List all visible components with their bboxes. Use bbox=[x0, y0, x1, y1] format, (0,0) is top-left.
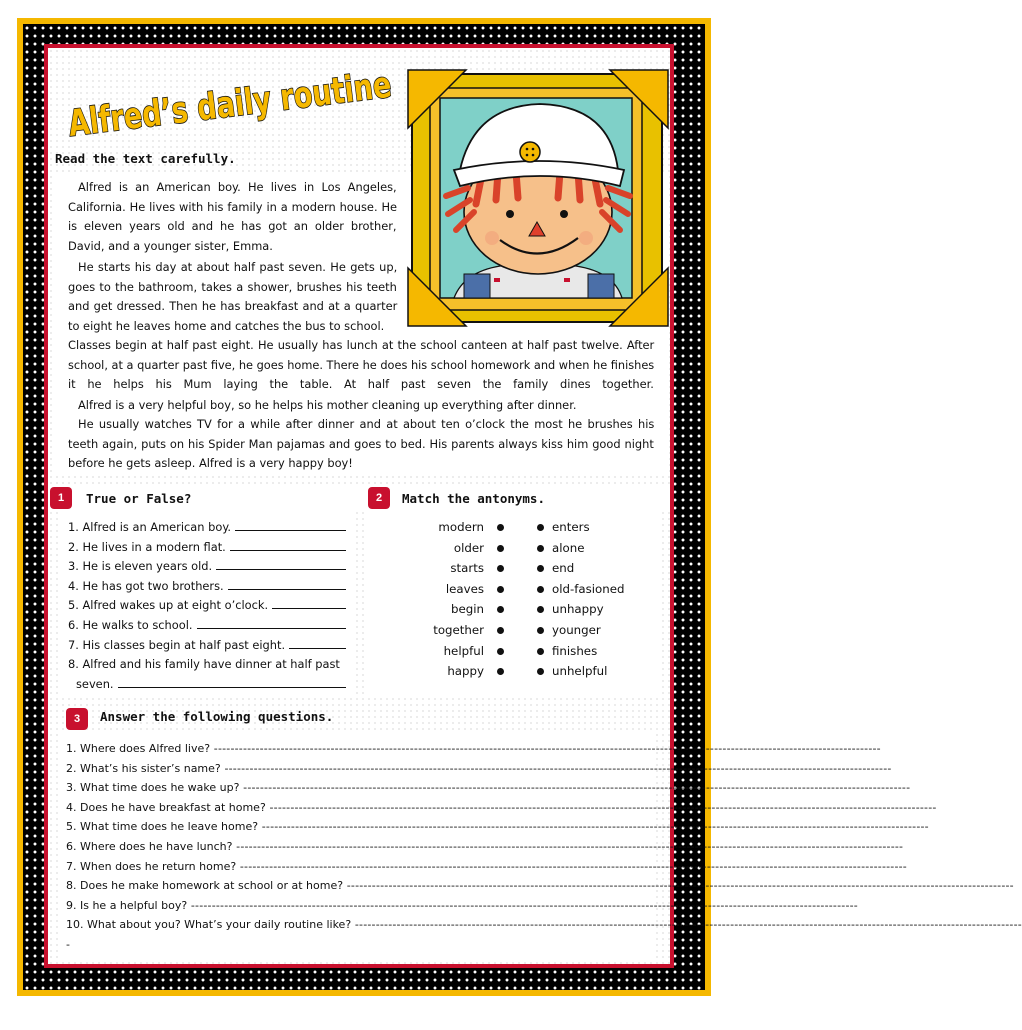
question-row bbox=[66, 840, 904, 853]
question-row bbox=[66, 742, 881, 755]
answer-dash-line[interactable]: ---------------------------------------------------------------------------------------------------------------------------------------------------------------- bbox=[236, 859, 907, 873]
answer-line[interactable] bbox=[272, 598, 346, 609]
answer-line[interactable] bbox=[197, 618, 346, 629]
answer-line[interactable] bbox=[230, 540, 346, 551]
match-dot-right[interactable] bbox=[537, 524, 544, 531]
antonym-left-word: modern bbox=[438, 520, 484, 534]
true-false-item bbox=[68, 638, 346, 652]
true-false-statement: 1. Alfred is an American boy. bbox=[68, 520, 232, 534]
exercise-3-number: 3 bbox=[66, 708, 88, 730]
svg-text:Alfred’s daily routine: Alfred’s daily routine bbox=[66, 51, 498, 145]
antonym-right-word: unhappy bbox=[552, 602, 604, 617]
question-text: 3. What time does he wake up? bbox=[66, 781, 240, 795]
match-dot-left[interactable] bbox=[497, 524, 504, 531]
reading-line: He starts his day at about half past seven. He gets up, bbox=[78, 260, 398, 274]
antonym-right-word: younger bbox=[552, 623, 601, 637]
antonym-left-word: leaves bbox=[445, 581, 484, 596]
answer-dash-line[interactable]: ---------------------------------------------------------------------------------------------------------------------------------------------------------------- bbox=[265, 800, 937, 814]
question-row bbox=[66, 898, 858, 912]
reading-line: school, at a quarter past five, he goes home. There he does his school homework and when he finishes bbox=[68, 357, 655, 372]
true-false-statement: 3. He is eleven years old. bbox=[68, 559, 213, 574]
true-false-statement: 2. He lives in a modern flat. bbox=[68, 539, 226, 554]
true-false-item bbox=[68, 657, 340, 671]
exercise-2-number: 2 bbox=[368, 487, 390, 509]
question-text: 10. What about you? What’s your daily routine like? bbox=[66, 918, 352, 932]
answer-dash-line[interactable]: ---------------------------------------------------------------------------------------------------------------------------------------------------------------- bbox=[232, 840, 904, 853]
worksheet-title bbox=[64, 51, 498, 150]
answer-dash-line[interactable]: ---------------------------------------------------------------------------------------------------------------------------------------------------------------- bbox=[239, 781, 911, 795]
true-false-item bbox=[68, 520, 346, 534]
answer-line[interactable] bbox=[289, 638, 346, 649]
reading-line: to eight he leaves home and catches the bus to school. bbox=[68, 318, 385, 333]
answer-dash-line[interactable]: ---------------------------------------------------------------------------------------------------------------------------------------------------------------- bbox=[187, 898, 858, 912]
reading-line: Alfred is a very helpful boy, so he helps his mother cleaning up everything after dinner. bbox=[78, 398, 577, 412]
exercise-3-title: Answer the following questions. bbox=[100, 709, 334, 724]
question-text: 7. When does he return home? bbox=[66, 859, 237, 873]
true-false-statement: 5. Alfred wakes up at eight o’clock. bbox=[68, 598, 269, 613]
instruction-text: Read the text carefully. bbox=[55, 151, 236, 166]
question-row bbox=[66, 761, 892, 775]
reading-line: before he gets asleep. Alfred is a very happy boy! bbox=[68, 456, 353, 470]
true-false-statement: 6. He walks to school. bbox=[68, 618, 193, 632]
match-dot-right[interactable] bbox=[537, 648, 544, 655]
trailing-dash: - bbox=[66, 938, 70, 951]
reading-line: teeth again, puts on his Spider Man pajamas and goes to bed. His parents always kiss him good night bbox=[68, 436, 654, 451]
antonym-right-word: finishes bbox=[552, 643, 598, 658]
true-false-item bbox=[68, 559, 346, 573]
question-text: 6. Where does he have lunch? bbox=[66, 840, 233, 853]
true-false-item bbox=[76, 677, 346, 691]
match-dot-right[interactable] bbox=[537, 545, 544, 552]
antonym-left-word: helpful bbox=[443, 643, 484, 658]
antonym-left-word: starts bbox=[450, 561, 484, 576]
answer-dash-line[interactable]: ---------------------------------------------------------------------------------------------------------------------------------------------------------------- bbox=[351, 918, 1022, 932]
antonym-right-word: old-fasioned bbox=[552, 581, 625, 596]
true-false-statement: 4. He has got two brothers. bbox=[68, 578, 224, 593]
antonym-left-word: together bbox=[433, 623, 484, 637]
exercise-2-title: Match the antonyms. bbox=[402, 491, 545, 506]
reading-line: Classes begin at half past eight. He usually has lunch at the school canteen at half past twelve. After bbox=[68, 338, 655, 352]
reading-line: is eleven years old and he has got an older brother, bbox=[68, 219, 397, 233]
antonym-left-word: begin bbox=[451, 602, 484, 617]
question-text: 9. Is he a helpful boy? bbox=[66, 898, 188, 912]
answer-dash-line[interactable]: ---------------------------------------------------------------------------------------------------------------------------------------------------------------- bbox=[343, 879, 1014, 893]
true-false-item bbox=[68, 618, 346, 632]
question-row bbox=[66, 859, 907, 873]
question-row bbox=[66, 918, 1022, 932]
match-dot-left[interactable] bbox=[497, 545, 504, 552]
antonym-right-word: alone bbox=[552, 540, 585, 555]
reading-line: California. He lives with his family in a modern house. He bbox=[68, 199, 398, 214]
reading-line: He usually watches TV for a while after dinner and at about ten o’clock the most he brushes his bbox=[78, 417, 655, 431]
question-text: 4. Does he have breakfast at home? bbox=[66, 800, 266, 814]
match-dot-left[interactable] bbox=[497, 586, 504, 593]
answer-line[interactable] bbox=[235, 520, 346, 531]
match-dot-right[interactable] bbox=[537, 627, 544, 634]
antonym-left-word: older bbox=[453, 540, 484, 555]
reading-line: David, and a younger sister, Emma. bbox=[68, 238, 273, 253]
question-text: 5. What time does he leave home? bbox=[66, 820, 259, 834]
antonym-right-word: unhelpful bbox=[552, 664, 608, 679]
antonym-right-word: end bbox=[552, 561, 575, 576]
answer-dash-line[interactable]: ---------------------------------------------------------------------------------------------------------------------------------------------------------------- bbox=[220, 761, 892, 775]
match-dot-left[interactable] bbox=[497, 627, 504, 634]
reading-line: it he helps his Mum laying the table. At half past seven the family dines together. bbox=[68, 377, 654, 391]
question-row bbox=[66, 781, 911, 795]
exercise-1-number: 1 bbox=[50, 487, 72, 509]
answer-line[interactable] bbox=[118, 677, 346, 688]
exercise-1-title: True or False? bbox=[86, 491, 192, 506]
question-text: 1. Where does Alfred live? bbox=[66, 742, 211, 755]
match-dot-left[interactable] bbox=[497, 648, 504, 655]
true-false-item bbox=[68, 540, 346, 554]
question-text: 2. What’s his sister’s name? bbox=[66, 761, 221, 775]
raggedy-boy-picture bbox=[404, 66, 672, 330]
answer-dash-line[interactable]: ---------------------------------------------------------------------------------------------------------------------------------------------------------------- bbox=[210, 742, 881, 755]
true-false-statement: 8. Alfred and his family have dinner at half past bbox=[68, 657, 340, 672]
true-false-item bbox=[68, 579, 346, 593]
antonym-left-word: happy bbox=[447, 664, 484, 679]
antonym-right-word: enters bbox=[552, 520, 590, 534]
match-dot-right[interactable] bbox=[537, 586, 544, 593]
question-row bbox=[66, 820, 929, 834]
true-false-statement: seven. bbox=[76, 676, 114, 691]
question-text: 8. Does he make homework at school or at home? bbox=[66, 879, 344, 893]
answer-line[interactable] bbox=[228, 579, 346, 590]
reading-line: goes to the bathroom, takes a shower, brushes his teeth bbox=[68, 279, 397, 294]
answer-line[interactable] bbox=[216, 559, 346, 570]
reading-line: Alfred is an American boy. He lives in Los Angeles, bbox=[78, 180, 397, 194]
true-false-item bbox=[68, 598, 346, 612]
question-row bbox=[66, 879, 1014, 893]
question-row bbox=[66, 800, 937, 814]
answer-dash-line[interactable]: ---------------------------------------------------------------------------------------------------------------------------------------------------------------- bbox=[258, 820, 929, 834]
true-false-statement: 7. His classes begin at half past eight. bbox=[68, 637, 286, 652]
reading-line: and get dressed. Then he has breakfast and at a quarter bbox=[68, 299, 398, 313]
